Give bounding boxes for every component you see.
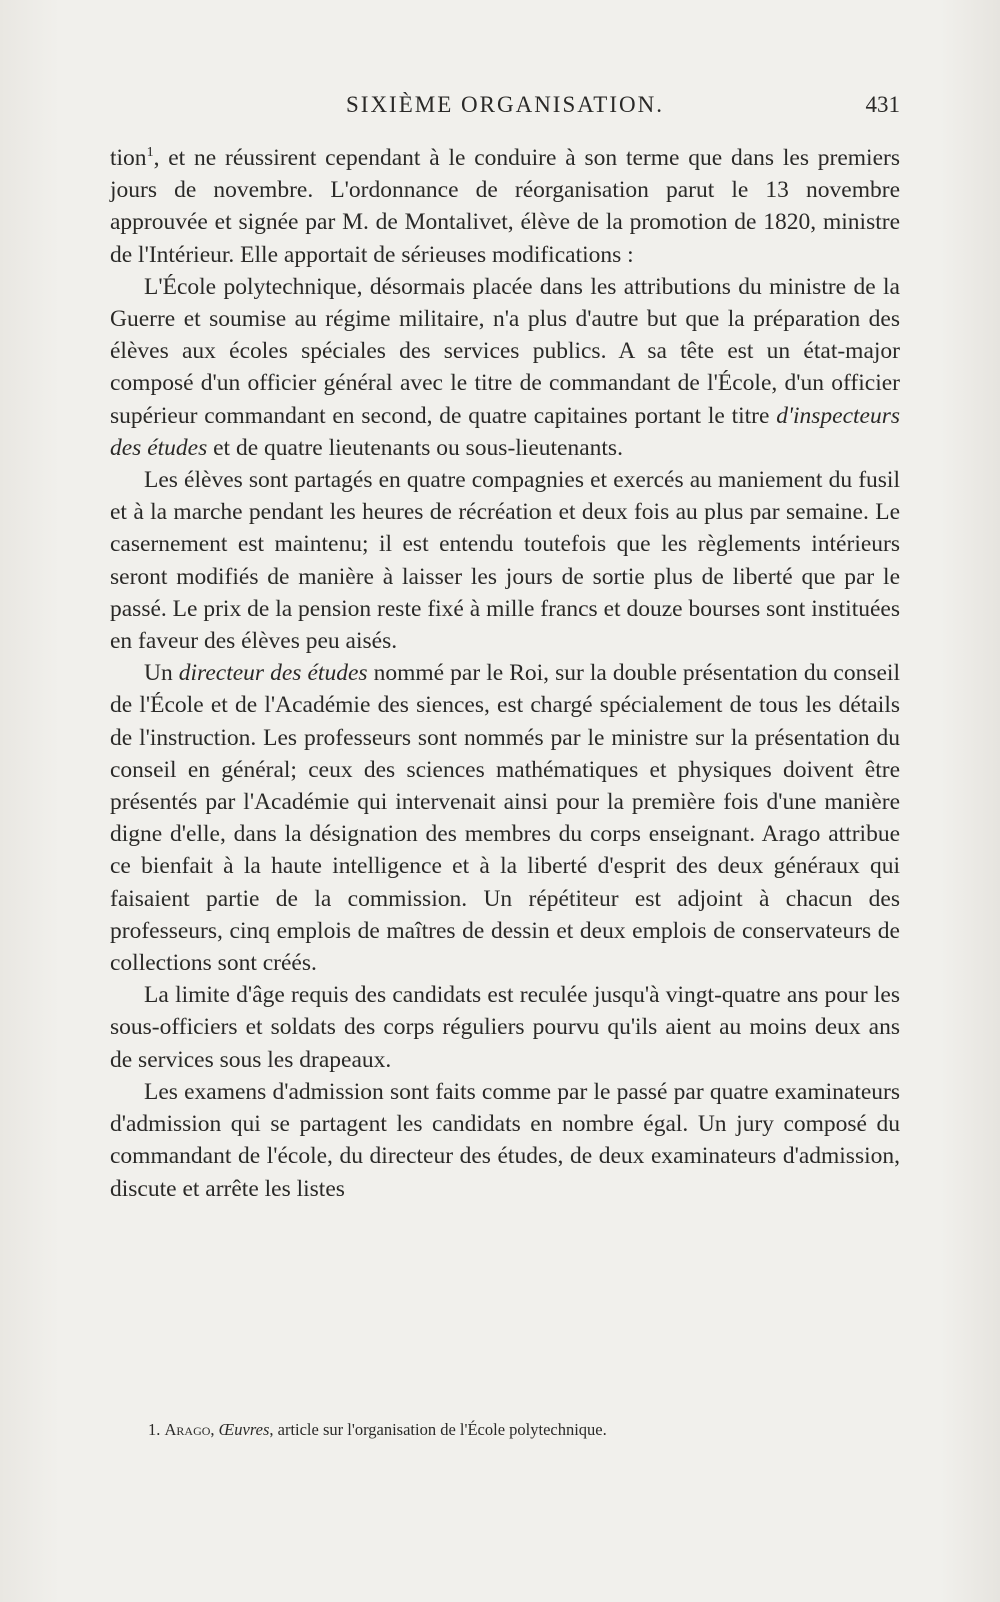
paragraph-4-start: Un	[144, 660, 179, 687]
paragraph-2-text: L'École polytechnique, désormais placée dans les attributions du ministre de la Guerre et soumise au régime militaire, n'a plus d'autre but que la préparation des élèves aux écoles spéciales des services publics. A sa tête est un état-major composé d'un officier général avec le titre de commandant de l'École, d'un officier supérieur commandant en second, de	[110, 273, 900, 429]
paragraph-2	[110, 271, 900, 464]
footnote-text: , article sur l'organisation de l'École polytechnique.	[269, 1420, 607, 1439]
paragraph-3: Les élèves sont partagés en quatre compagnies et exercés au maniement du fusil et à la marche pendant les heures de récréation et deux fois au plus par semaine. Le casernement est maintenu; il est entendu toutefois que les règlements intérieurs seront modifiés de manière à laisser les jours de sortie plus de liberté que par le passé. Le prix de la pension reste fixé à mille francs et douze bourses sont instituées en faveur des élèves peu aisés.	[110, 467, 900, 655]
body-text	[110, 142, 900, 1205]
paragraph-4	[110, 657, 900, 979]
paragraph-6: Les examens d'admission sont faits comme par le passé par quatre examinateurs d'admission qui se partagent les candidats en nombre égal. Un jury composé du commandant de l'école, du directeur des études, de deux examinateurs d'admission, discute et arrête les listes	[110, 1078, 900, 1202]
paragraph-1	[110, 142, 900, 271]
footnote-author: Arago	[164, 1420, 211, 1439]
footnote-reference: 1	[146, 145, 154, 161]
page-number: 431	[865, 92, 900, 117]
paragraph-2-cont: quatre capitaines portant le titre	[468, 402, 777, 429]
footnote-work: Œuvres	[218, 1420, 270, 1439]
footnote-number: 1.	[148, 1420, 161, 1439]
paragraph-5: La limite d'âge requis des candidats est reculée jusqu'à vingt-quatre ans pour les sous-officiers et soldats des corps réguliers pourvu qu'ils aient au moins deux ans de services sous les drapeaux.	[110, 982, 900, 1073]
paragraph-1-rest: , et ne réussirent cependant à le conduire à son terme que dans les premiers jours de novembre. L'ordonnance de réorganisation parut le 13 novembre approuvée et signée par M. de Montalivet, élève de la promotion de 1820, ministre de l'Intérieur. Elle apportait de sérieuses modifications :	[110, 145, 900, 268]
paragraph-2-end: et de quatre lieutenants ou sous-lieutenants.	[207, 434, 623, 461]
paragraph-1-start: tion	[110, 145, 147, 171]
paragraph-4-rest: nommé par le Roi, sur la double présentation du conseil de l'École et de l'Académie des siences, est chargé spécialement de tous les détails de l'instruction. Les professeurs sont nommés par le ministre sur la présentation du conseil en général; ceux des sciences mathématiques et physiques doivent être présentés par l'Académie qui intervenait ainsi pour la première fois d'une manière digne d'elle, dans la désignation des membres du corps enseignant. Arago attribue ce bienfait à la haute intelligence et à la liberté d'esprit des deux généraux qui faisaient partie de la commission. Un répétiteur est adjoint à chacun des professeurs, cinq emplois de maîtres de dessin et deux emplois de conservateurs de collections sont créés.	[110, 660, 900, 977]
page-header	[110, 92, 900, 128]
paragraph-4-italic: directeur des études	[178, 660, 368, 687]
running-head: SIXIÈME ORGANISATION.	[346, 92, 664, 117]
footnote: 1. Arago, Œuvres, article sur l'organisation de l'École polytechnique.	[148, 1420, 607, 1439]
paragraph-2-italic: d'inspecteurs des études	[110, 402, 901, 461]
